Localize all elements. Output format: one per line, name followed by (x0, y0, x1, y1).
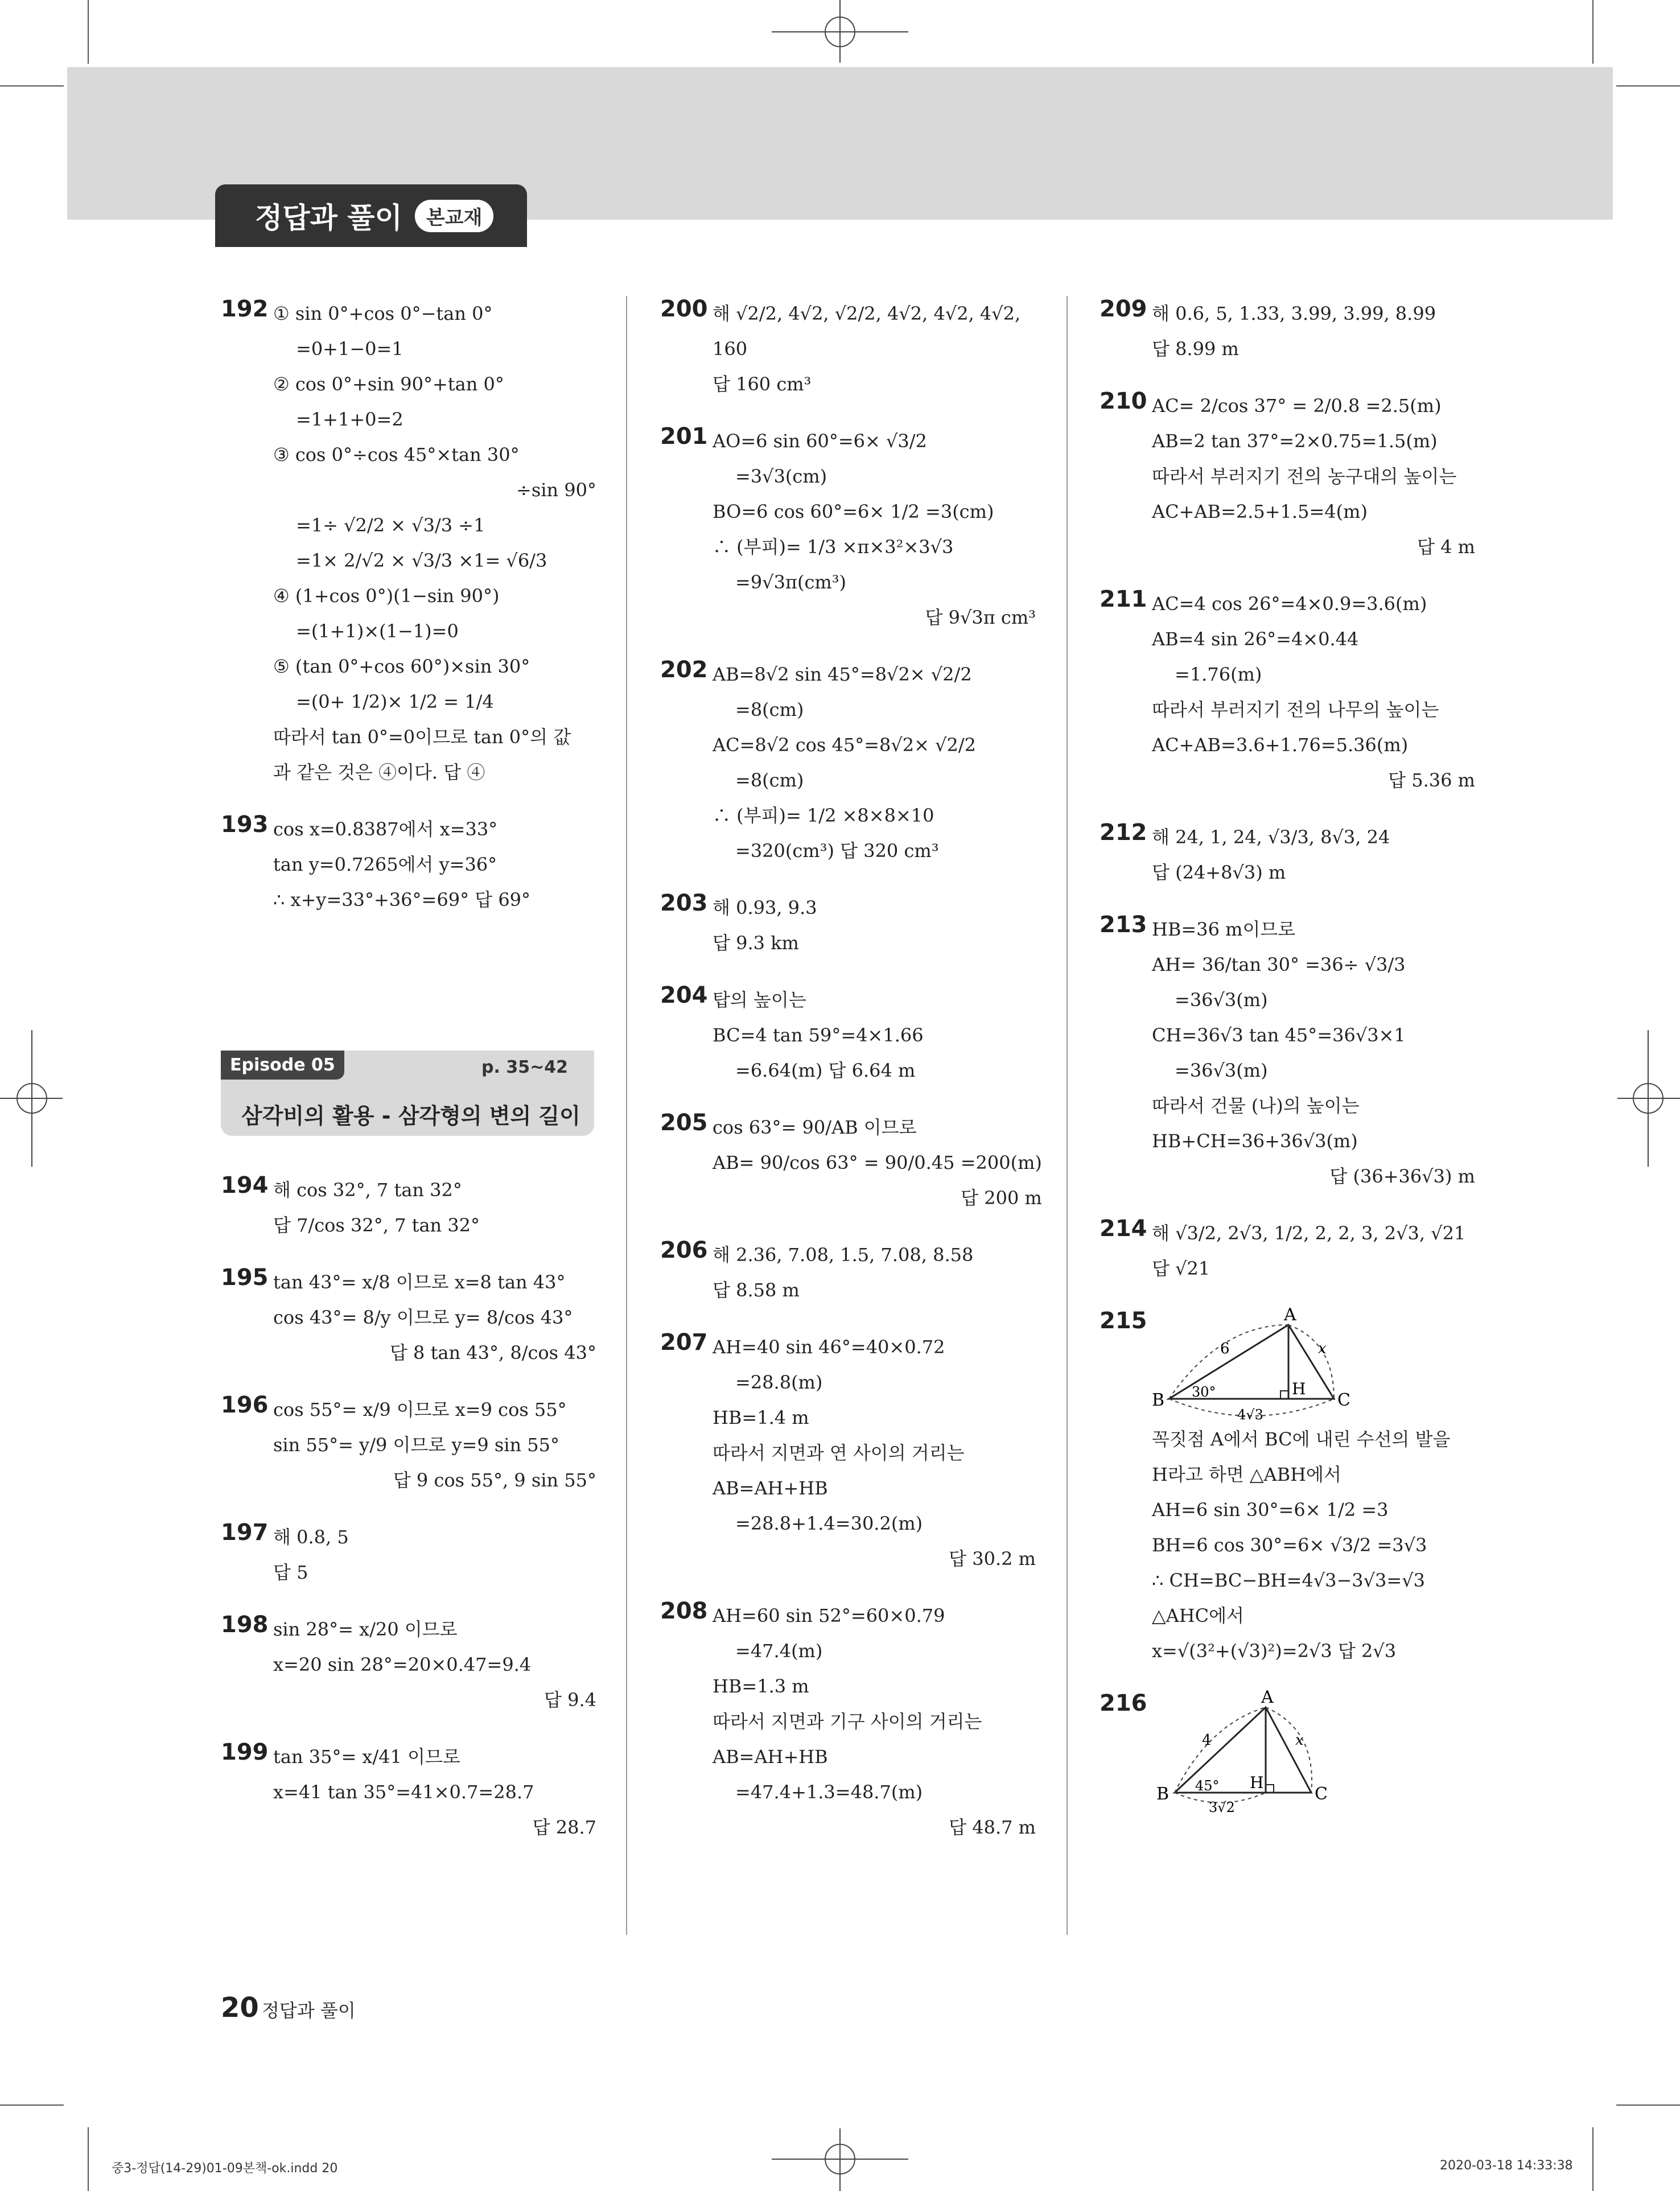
problem-202 (660, 657, 1036, 868)
problem-number: 194 (221, 1172, 269, 1199)
problem-204 (660, 982, 1036, 1088)
problem-number: 210 (1100, 388, 1147, 414)
triangle-diagram-215 (1152, 1305, 1350, 1423)
crop-mark (88, 2127, 89, 2191)
problem-number: 200 (660, 296, 708, 322)
solution: sin 28°= x/20 이므로 x=20 sin 28°=20×0.47=9.4 답 9.4 (273, 1618, 596, 1711)
column-2 (660, 296, 1042, 1867)
page-label: 정답과 풀이 (262, 2000, 356, 2021)
label-c: C (1337, 1390, 1350, 1410)
solution: 해 24, 1, 24, √3/3, 8√3, 24 답 (24+8√3) m (1152, 826, 1390, 883)
solution: AO=6 sin 60°=6× √3/2 =3√3(cm) BO=6 cos 60°=6× 1/2 =3(cm) ∴ (부피)= 1/3 ×π×3²×3√3 =9√3π(cm³) 답 9√3π cm³ (713, 430, 1036, 628)
registration-mark-bottom (772, 2128, 908, 2191)
problem-number: 195 (221, 1265, 269, 1291)
solution: tan 35°= x/41 이므로 x=41 tan 35°=41×0.7=28.7 답 28.7 (273, 1746, 596, 1838)
label-base: 4√3 (1237, 1407, 1263, 1423)
episode-box (221, 1051, 594, 1136)
crop-mark (0, 2104, 64, 2106)
label-x: x (1318, 1340, 1327, 1357)
solution: cos 63°= 90/AB 이므로 AB= 90/cos 63° = 90/0.45 =200(m) 답 200 m (713, 1117, 1042, 1209)
solution: AC= 2/cos 37° = 2/0.8 =2.5(m) AB=2 tan 37°=2×0.75=1.5(m) 따라서 부러지기 전의 농구대의 높이는 AC+AB=2.5+1.5=4(m) 답 4 m (1152, 395, 1475, 558)
label-x: x (1295, 1732, 1304, 1749)
problem-196 (221, 1392, 596, 1498)
solution: 해 0.6, 5, 1.33, 3.99, 3.99, 8.99 답 8.99 m (1152, 303, 1436, 360)
problem-198 (221, 1612, 596, 1718)
episode-tag: Episode 05 (221, 1051, 344, 1080)
solution: tan 43°= x/8 이므로 x=8 tan 43° cos 43°= 8/y 이므로 y= 8/cos 43° 답 8 tan 43°, 8/cos 43° (273, 1271, 596, 1364)
solution: 탑의 높이는 BC=4 tan 59°=4×1.66 =6.64(m) 답 6.64 m (713, 989, 924, 1081)
problem-number: 205 (660, 1110, 708, 1136)
problem-209 (1100, 296, 1475, 366)
column-divider (626, 296, 627, 1935)
problem-number: 212 (1100, 819, 1147, 846)
problem-number: 192 (221, 296, 269, 322)
problem-206 (660, 1237, 1036, 1308)
label-side: 6 (1220, 1340, 1230, 1357)
problem-192 (221, 296, 596, 790)
slug-timestamp: 2020-03-18 14:33:38 (1440, 2159, 1573, 2173)
problem-number: 211 (1100, 586, 1147, 612)
problem-number: 204 (660, 982, 708, 1008)
section-tab (215, 184, 527, 247)
problem-201 (660, 423, 1036, 635)
problem-number: 199 (221, 1739, 269, 1765)
section-badge: 본교재 (415, 200, 494, 232)
problem-207 (660, 1329, 1036, 1576)
problem-number: 203 (660, 890, 708, 916)
problem-number: 215 (1100, 1308, 1147, 1334)
solution: AH=60 sin 52°=60×0.79 =47.4(m) HB=1.3 m 따라서 지면과 기구 사이의 거리는 AB=AH+HB =47.4+1.3=48.7(m) 답 48.7 m (713, 1605, 1036, 1838)
registration-mark-left (0, 1030, 63, 1167)
solution: 해 √3/2, 2√3, 1/2, 2, 2, 3, 2√3, √21 답 √21 (1152, 1222, 1466, 1279)
crop-mark (0, 85, 64, 87)
problem-number: 208 (660, 1598, 708, 1624)
episode-pages: p. 35~42 (481, 1057, 568, 1077)
solution: A B C H 6 x 30° 4√3 꼭짓점 A에서 BC에 내린 수선의 발을 H라고 하면 △ABH에서 AH=6 sin 30°=6× 1/2 =3 BH=6 cos 30°=6× √3/2 =3√3 ∴ CH=BC−BH=4√3−3√3=√3 △AHC에서 x=√(3²+(√3)²)=2√3 답 2√3 (1152, 1305, 1451, 1662)
label-angle: 45° (1195, 1778, 1220, 1794)
problem-number: 213 (1100, 912, 1147, 938)
problem-number: 198 (221, 1612, 269, 1638)
label-side: 4 (1202, 1732, 1212, 1749)
label-b: B (1152, 1390, 1165, 1410)
problem-number: 206 (660, 1237, 708, 1263)
registration-mark-right (1617, 1030, 1680, 1167)
problem-203 (660, 890, 1036, 961)
section-title: 정답과 풀이 (255, 201, 402, 234)
problem-212 (1100, 819, 1475, 890)
solution: AH=40 sin 46°=40×0.72 =28.8(m) HB=1.4 m 따라서 지면과 연 사이의 거리는 AB=AH+HB =28.8+1.4=30.2(m) 답 30.2 m (713, 1336, 1036, 1570)
problem-199 (221, 1739, 596, 1845)
slug-file: 중3-정답(14-29)01-09본책-ok.indd 20 (112, 2161, 338, 2176)
label-c: C (1315, 1784, 1328, 1804)
solution: 해 0.8, 5 답 5 (273, 1526, 349, 1583)
problem-number: 197 (221, 1519, 269, 1546)
problem-215 (1100, 1305, 1475, 1669)
problem-213 (1100, 912, 1475, 1194)
label-h: H (1292, 1379, 1306, 1398)
problem-195 (221, 1265, 596, 1370)
problem-number: 209 (1100, 296, 1147, 322)
registration-mark-top (772, 0, 908, 63)
problem-number: 207 (660, 1329, 708, 1356)
problem-number: 216 (1100, 1690, 1147, 1716)
solution: 해 cos 32°, 7 tan 32° 답 7/cos 32°, 7 tan 32° (273, 1179, 480, 1236)
problem-194 (221, 1172, 596, 1243)
problem-200 (660, 296, 1036, 402)
page-number: 20 (221, 1992, 259, 2024)
label-a: A (1261, 1687, 1274, 1707)
crop-mark (88, 0, 89, 64)
crop-mark (1592, 0, 1593, 64)
problem-number: 202 (660, 657, 708, 683)
crop-mark (1592, 2127, 1593, 2191)
problem-211 (1100, 586, 1475, 798)
problem-193 (221, 812, 596, 917)
problem-214 (1100, 1216, 1475, 1286)
column-3 (1100, 296, 1475, 1837)
problem-205 (660, 1110, 1042, 1216)
solution: 해 √2/2, 4√2, √2/2, 4√2, 4√2, 4√2, 160 답 160 cm³ (713, 303, 1021, 395)
problem-number: 196 (221, 1392, 269, 1418)
label-angle: 30° (1192, 1384, 1216, 1400)
solution: cos x=0.8387에서 x=33° tan y=0.7265에서 y=36° ∴ x+y=33°+36°=69° 답 69° (273, 818, 531, 911)
solution: 해 0.93, 9.3 답 9.3 km (713, 897, 817, 954)
triangle-diagram-216 (1152, 1687, 1345, 1815)
solution: AB=8√2 sin 45°=8√2× √2/2 =8(cm) AC=8√2 cos 45°=8√2× √2/2 =8(cm) ∴ (부피)= 1/2 ×8×8×10 =320(cm³) 답 320 cm³ (713, 664, 976, 862)
crop-mark (1616, 2104, 1680, 2106)
label-b: B (1156, 1784, 1170, 1804)
label-a: A (1284, 1305, 1296, 1325)
problem-197 (221, 1519, 596, 1590)
problem-210 (1100, 388, 1475, 565)
solution: 해 2.36, 7.08, 1.5, 7.08, 8.58 답 8.58 m (713, 1244, 974, 1301)
column-1 (221, 296, 596, 939)
column-1-continued (221, 1172, 596, 1867)
solution: HB=36 m이므로 AH= 36/tan 30° =36÷ √3/3 =36√3(m) CH=36√3 tan 45°=36√3×1 =36√3(m) 따라서 건물 (나)의 높이는 HB+CH=36+36√3(m) 답 (36+36√3) m (1152, 919, 1475, 1187)
problem-216 (1100, 1687, 1475, 1815)
solution: AC=4 cos 26°=4×0.9=3.6(m) AB=4 sin 26°=4×0.44 =1.76(m) 따라서 부러지기 전의 나무의 높이는 AC+AB=3.6+1.76=5.36(m) 답 5.36 m (1152, 593, 1475, 791)
problem-number: 214 (1100, 1216, 1147, 1242)
crop-mark (1616, 85, 1680, 87)
solution: cos 55°= x/9 이므로 x=9 cos 55° sin 55°= y/9 이므로 y=9 sin 55° 답 9 cos 55°, 9 sin 55° (273, 1399, 596, 1491)
problem-number: 193 (221, 812, 269, 838)
label-base: 3√2 (1209, 1799, 1235, 1815)
solution (1152, 1687, 1475, 1815)
label-h: H (1250, 1773, 1264, 1792)
column-divider (1067, 296, 1068, 1935)
problem-number: 201 (660, 423, 708, 450)
solution: ① sin 0°+cos 0°−tan 0° =0+1−0=1 ② cos 0°+sin 90°+tan 0° =1+1+0=2 ③ cos 0°÷cos 45°×tan 30° ÷sin 90° =1÷ √2/2 × √3/3 ÷1 =1× 2/√2 × √3/3 ×1= √6/3 ④ (1+cos 0°)(1−sin 90°) =(1+1)×(1−1)=0 ⑤ (tan 0°+cos 60°)×sin 30° =(0+ 1/2)× 1/2 = 1/4 따라서 tan 0°=0이므로 tan 0°의 값 과 같은 것은 ④이다. 답 ④ (273, 303, 596, 783)
episode-title: 삼각비의 활용 - 삼각형의 변의 길이 (241, 1103, 580, 1129)
problem-208 (660, 1598, 1036, 1845)
